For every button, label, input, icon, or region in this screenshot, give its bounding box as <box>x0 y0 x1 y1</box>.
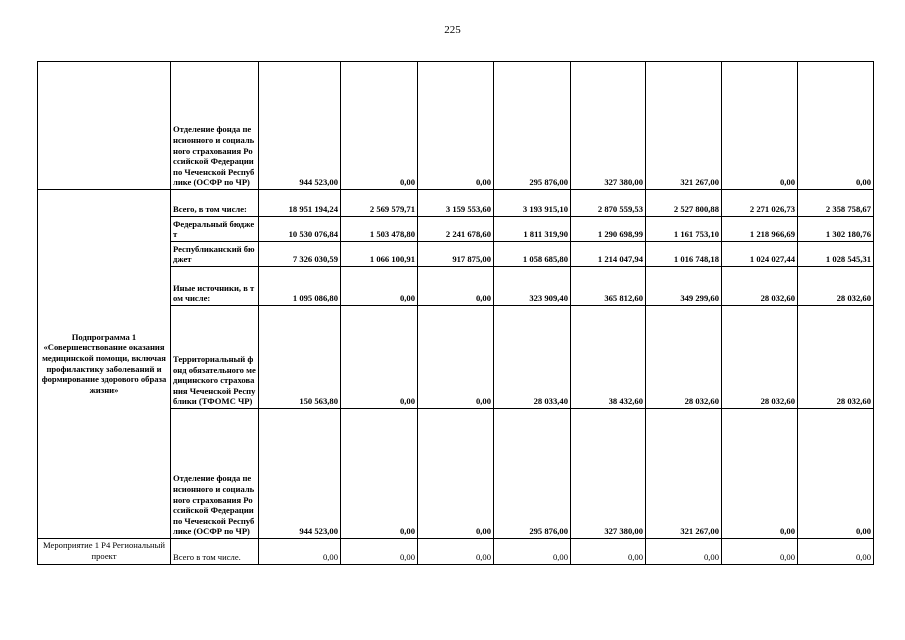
value-cell: 2 870 559,53 <box>571 190 646 217</box>
value-cell: 0,00 <box>418 306 494 409</box>
value-cell: 1 058 685,80 <box>494 242 571 267</box>
subprogram-title: Подпрограмма 1 «Совершенствование оказания медицинской помощи, включая профилактику заболеваний и формирование здорового образа жизни» <box>38 190 171 539</box>
value-cell: 0,00 <box>722 539 798 565</box>
value-cell: 0,00 <box>418 539 494 565</box>
source-cell: Республиканский бюджет <box>171 242 259 267</box>
value-cell: 3 193 915,10 <box>494 190 571 217</box>
value-cell: 0,00 <box>418 62 494 190</box>
value-cell: 28 032,60 <box>798 306 874 409</box>
source-cell: Иные источники, в том числе: <box>171 267 259 306</box>
value-cell: 1 503 478,80 <box>341 217 418 242</box>
value-cell: 28 032,60 <box>722 267 798 306</box>
value-cell: 295 876,00 <box>494 62 571 190</box>
value-cell: 0,00 <box>341 62 418 190</box>
source-cell: Всего в том числе. <box>171 539 259 565</box>
value-cell: 2 241 678,60 <box>418 217 494 242</box>
value-cell: 1 095 086,80 <box>259 267 341 306</box>
value-cell: 1 214 047,94 <box>571 242 646 267</box>
value-cell: 0,00 <box>494 539 571 565</box>
value-cell: 1 024 027,44 <box>722 242 798 267</box>
value-cell: 0,00 <box>341 306 418 409</box>
value-cell: 1 016 748,18 <box>646 242 722 267</box>
value-cell: 1 066 100,91 <box>341 242 418 267</box>
source-cell: Территориальный фонд обязательного медицинского страхования Чеченской Республики (ТФОМС ЧР) <box>171 306 259 409</box>
table-row <box>38 62 874 190</box>
value-cell: 1 302 180,76 <box>798 217 874 242</box>
budget-table <box>37 61 874 565</box>
value-cell: 28 032,60 <box>798 267 874 306</box>
value-cell: 18 951 194,24 <box>259 190 341 217</box>
value-cell: 327 380,00 <box>571 409 646 539</box>
value-cell: 150 563,80 <box>259 306 341 409</box>
value-cell: 1 161 753,10 <box>646 217 722 242</box>
value-cell: 944 523,00 <box>259 409 341 539</box>
source-cell: Всего, в том числе: <box>171 190 259 217</box>
value-cell: 0,00 <box>341 539 418 565</box>
value-cell: 2 569 579,71 <box>341 190 418 217</box>
table-row <box>38 190 874 217</box>
value-cell: 365 812,60 <box>571 267 646 306</box>
value-cell: 295 876,00 <box>494 409 571 539</box>
value-cell: 0,00 <box>418 409 494 539</box>
value-cell: 0,00 <box>798 409 874 539</box>
value-cell: 0,00 <box>418 267 494 306</box>
value-cell: 3 159 553,60 <box>418 190 494 217</box>
value-cell: 327 380,00 <box>571 62 646 190</box>
value-cell: 7 326 030,59 <box>259 242 341 267</box>
value-cell: 321 267,00 <box>646 409 722 539</box>
value-cell: 0,00 <box>798 539 874 565</box>
value-cell: 28 032,60 <box>646 306 722 409</box>
value-cell: 10 530 076,84 <box>259 217 341 242</box>
value-cell: 28 032,60 <box>722 306 798 409</box>
table-row <box>38 539 874 565</box>
value-cell: 2 527 800,88 <box>646 190 722 217</box>
value-cell: 0,00 <box>646 539 722 565</box>
value-cell: 1 290 698,99 <box>571 217 646 242</box>
value-cell: 0,00 <box>798 62 874 190</box>
value-cell: 28 033,40 <box>494 306 571 409</box>
page-number: 225 <box>444 24 461 36</box>
value-cell: 0,00 <box>722 409 798 539</box>
source-cell: Федеральный бюджет <box>171 217 259 242</box>
value-cell: 1 028 545,31 <box>798 242 874 267</box>
source-cell: Отделение фонда пенсионного и социального страхования Российской Федерации по Чеченской Республике (ОСФР по ЧР) <box>171 62 259 190</box>
program-cell-empty <box>38 62 171 190</box>
value-cell: 349 299,60 <box>646 267 722 306</box>
value-cell: 0,00 <box>722 62 798 190</box>
value-cell: 323 909,40 <box>494 267 571 306</box>
value-cell: 321 267,00 <box>646 62 722 190</box>
value-cell: 917 875,00 <box>418 242 494 267</box>
value-cell: 2 358 758,67 <box>798 190 874 217</box>
value-cell: 1 811 319,90 <box>494 217 571 242</box>
value-cell: 38 432,60 <box>571 306 646 409</box>
value-cell: 0,00 <box>341 267 418 306</box>
value-cell: 0,00 <box>571 539 646 565</box>
value-cell: 0,00 <box>341 409 418 539</box>
value-cell: 2 271 026,73 <box>722 190 798 217</box>
value-cell: 944 523,00 <box>259 62 341 190</box>
value-cell: 1 218 966,69 <box>722 217 798 242</box>
measure-title: Мероприятие 1 Р4 Региональный проект <box>38 539 171 565</box>
value-cell: 0,00 <box>259 539 341 565</box>
source-cell: Отделение фонда пенсионного и социального страхования Российской Федерации по Чеченской Республике (ОСФР по ЧР) <box>171 409 259 539</box>
